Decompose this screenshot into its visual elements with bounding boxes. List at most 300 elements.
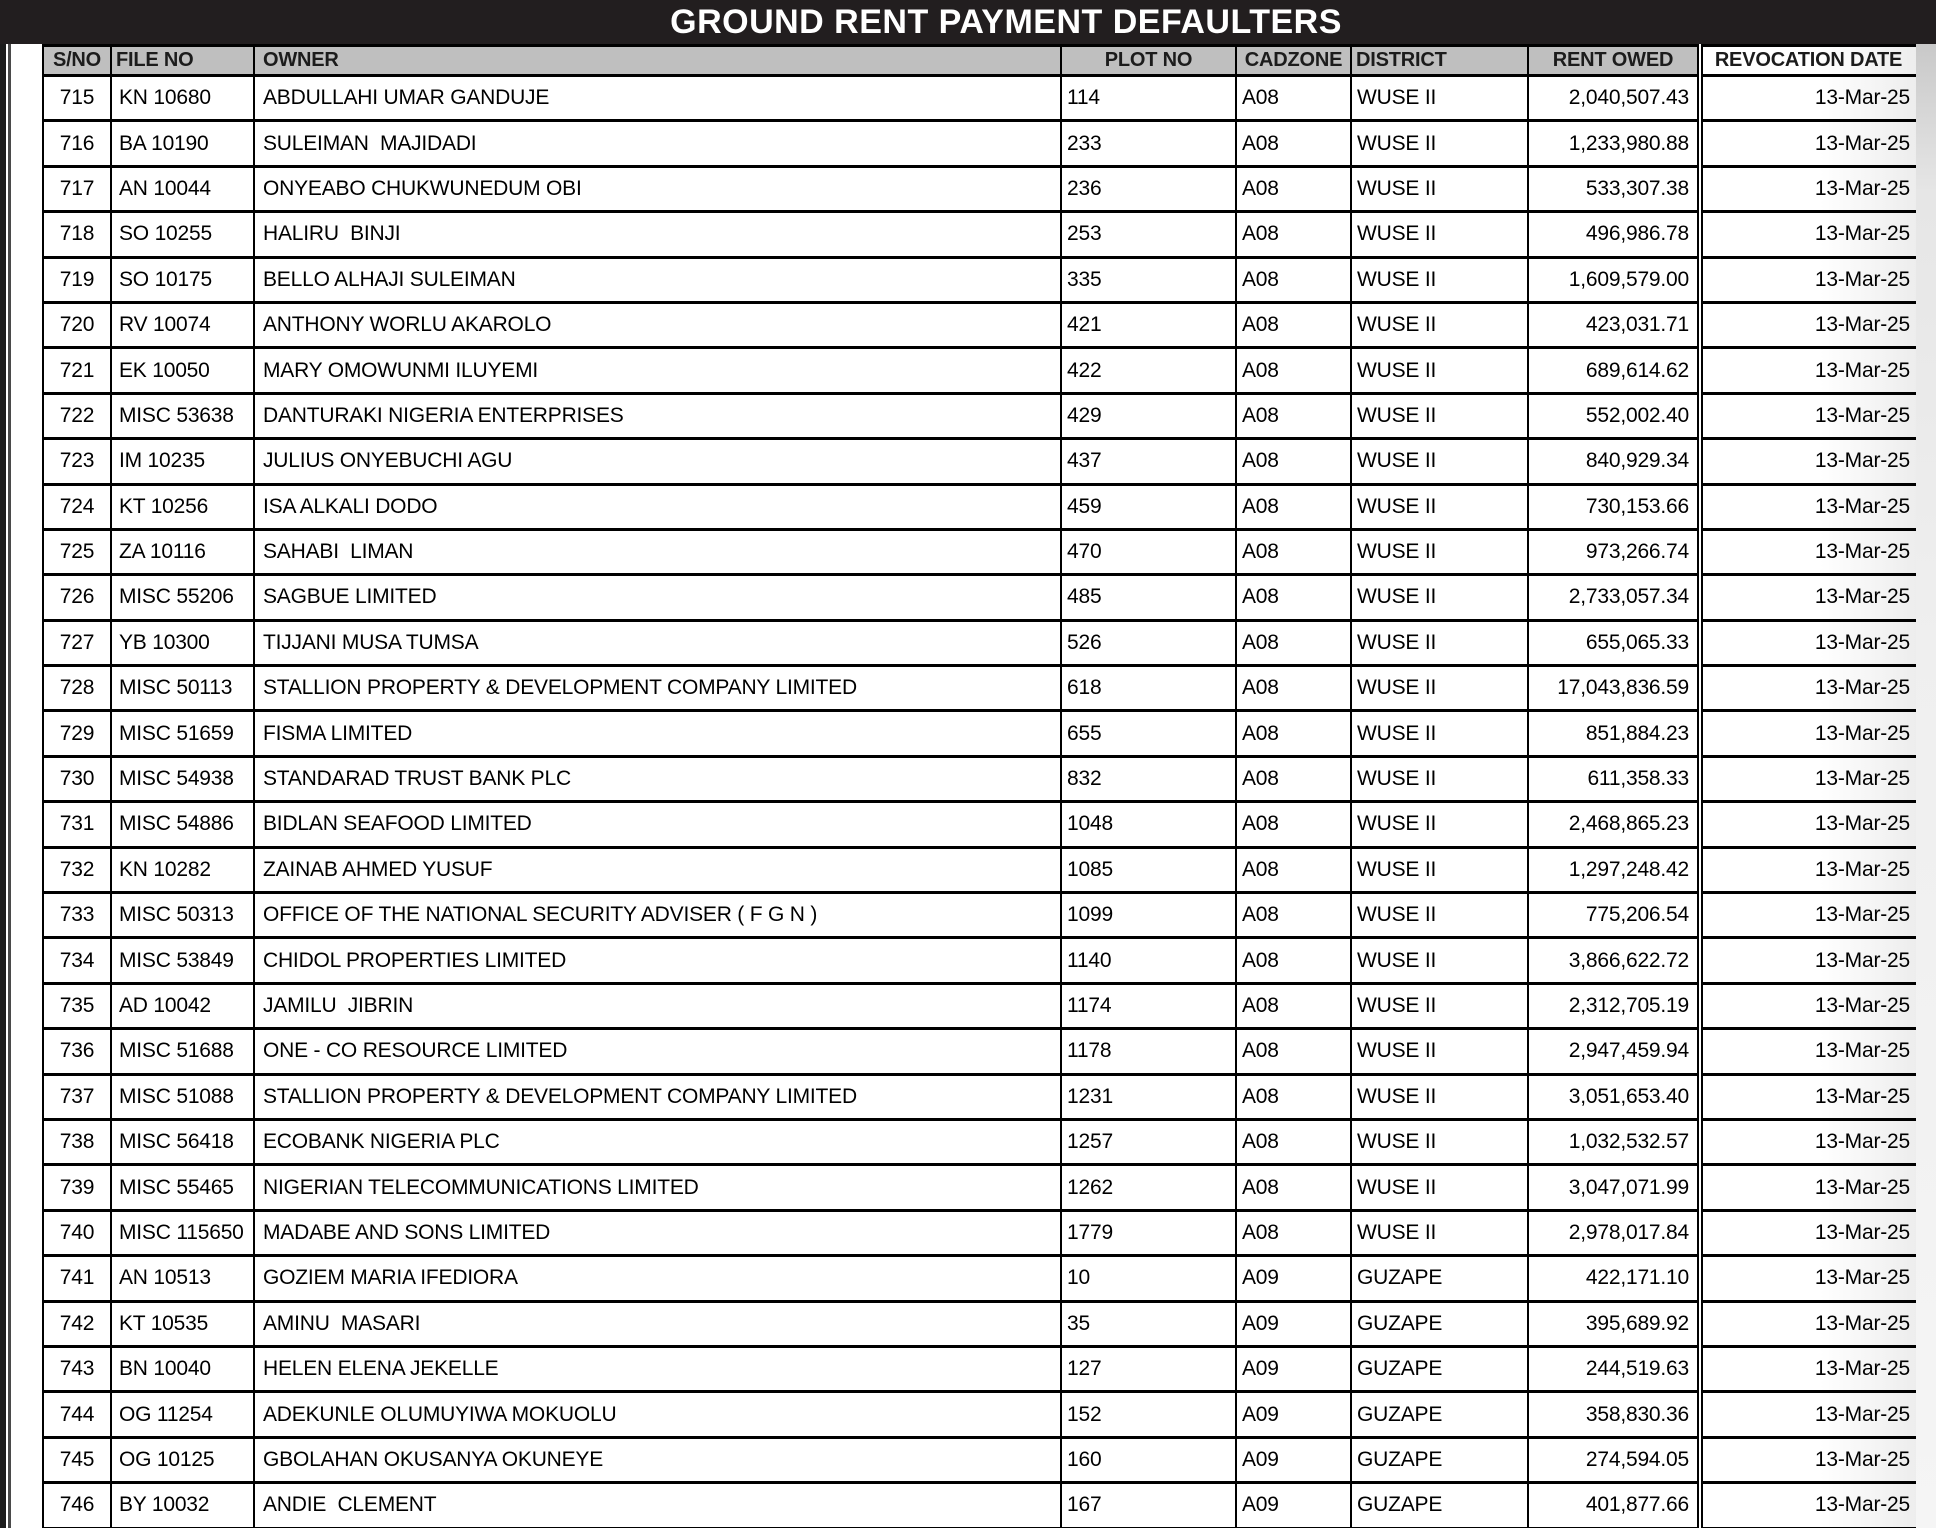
cell-district: GUZAPE — [1351, 1301, 1528, 1346]
cell-sno: 726 — [43, 575, 111, 620]
table-row — [43, 121, 1916, 166]
cell-file-no: MISC 50113 — [111, 666, 254, 711]
cell-cadzone: A08 — [1236, 620, 1351, 665]
cell-cadzone: A08 — [1236, 711, 1351, 756]
cell-cadzone: A08 — [1236, 1119, 1351, 1164]
cell-plot-no: 253 — [1061, 212, 1236, 257]
cell-revocation-date: 13-Mar-25 — [1700, 1346, 1916, 1391]
cell-cadzone: A08 — [1236, 1165, 1351, 1210]
cell-file-no: RV 10074 — [111, 302, 254, 347]
cell-file-no: MISC 55206 — [111, 575, 254, 620]
cell-file-no: MISC 54938 — [111, 756, 254, 801]
cell-district: WUSE II — [1351, 756, 1528, 801]
cell-owner: HALIRU BINJI — [254, 212, 1061, 257]
cell-plot-no: 236 — [1061, 166, 1236, 211]
cell-district: WUSE II — [1351, 1029, 1528, 1074]
cell-district: WUSE II — [1351, 302, 1528, 347]
cell-owner: CHIDOL PROPERTIES LIMITED — [254, 938, 1061, 983]
cell-file-no: KT 10256 — [111, 484, 254, 529]
cell-revocation-date: 13-Mar-25 — [1700, 302, 1916, 347]
cell-plot-no: 1085 — [1061, 847, 1236, 892]
table-row — [43, 1437, 1916, 1482]
cell-plot-no: 1178 — [1061, 1029, 1236, 1074]
table-row — [43, 302, 1916, 347]
cell-file-no: BY 10032 — [111, 1483, 254, 1528]
cell-rent-owed: 17,043,836.59 — [1528, 666, 1700, 711]
cell-file-no: MISC 55465 — [111, 1165, 254, 1210]
cell-sno: 719 — [43, 257, 111, 302]
cell-owner: ONYEABO CHUKWUNEDUM OBI — [254, 166, 1061, 211]
cell-file-no: MISC 50313 — [111, 893, 254, 938]
cell-plot-no: 1257 — [1061, 1119, 1236, 1164]
cell-revocation-date: 13-Mar-25 — [1700, 121, 1916, 166]
cell-plot-no: 429 — [1061, 393, 1236, 438]
cell-revocation-date: 13-Mar-25 — [1700, 166, 1916, 211]
cell-owner: ANTHONY WORLU AKAROLO — [254, 302, 1061, 347]
cell-owner: ZAINAB AHMED YUSUF — [254, 847, 1061, 892]
cell-cadzone: A08 — [1236, 484, 1351, 529]
cell-district: WUSE II — [1351, 212, 1528, 257]
cell-district: WUSE II — [1351, 1210, 1528, 1255]
cell-file-no: MISC 56418 — [111, 1119, 254, 1164]
defaulters-table — [42, 44, 1916, 1528]
cell-revocation-date: 13-Mar-25 — [1700, 575, 1916, 620]
cell-revocation-date: 13-Mar-25 — [1700, 529, 1916, 574]
cell-sno: 720 — [43, 302, 111, 347]
cell-sno: 729 — [43, 711, 111, 756]
cell-cadzone: A08 — [1236, 575, 1351, 620]
cell-rent-owed: 401,877.66 — [1528, 1483, 1700, 1528]
cell-owner: NIGERIAN TELECOMMUNICATIONS LIMITED — [254, 1165, 1061, 1210]
cell-owner: STANDARAD TRUST BANK PLC — [254, 756, 1061, 801]
cell-rent-owed: 2,947,459.94 — [1528, 1029, 1700, 1074]
cell-cadzone: A08 — [1236, 1029, 1351, 1074]
table-row — [43, 1165, 1916, 1210]
cell-district: WUSE II — [1351, 893, 1528, 938]
cell-revocation-date: 13-Mar-25 — [1700, 1483, 1916, 1528]
cell-owner: GOZIEM MARIA IFEDIORA — [254, 1256, 1061, 1301]
cell-owner: SAGBUE LIMITED — [254, 575, 1061, 620]
cell-district: WUSE II — [1351, 166, 1528, 211]
cell-plot-no: 114 — [1061, 76, 1236, 121]
cell-file-no: AN 10044 — [111, 166, 254, 211]
cell-file-no: MISC 54886 — [111, 802, 254, 847]
cell-rent-owed: 775,206.54 — [1528, 893, 1700, 938]
page-title: GROUND RENT PAYMENT DEFAULTERS — [670, 2, 1342, 41]
cell-revocation-date: 13-Mar-25 — [1700, 756, 1916, 801]
cell-sno: 734 — [43, 938, 111, 983]
cell-rent-owed: 611,358.33 — [1528, 756, 1700, 801]
cell-revocation-date: 13-Mar-25 — [1700, 1165, 1916, 1210]
cell-owner: HELEN ELENA JEKELLE — [254, 1346, 1061, 1391]
cell-rent-owed: 244,519.63 — [1528, 1346, 1700, 1391]
table-row — [43, 257, 1916, 302]
cell-sno: 742 — [43, 1301, 111, 1346]
cell-district: WUSE II — [1351, 575, 1528, 620]
cell-plot-no: 421 — [1061, 302, 1236, 347]
cell-sno: 743 — [43, 1346, 111, 1391]
cell-sno: 721 — [43, 348, 111, 393]
cell-plot-no: 655 — [1061, 711, 1236, 756]
table-row — [43, 529, 1916, 574]
cell-sno: 737 — [43, 1074, 111, 1119]
cell-rent-owed: 533,307.38 — [1528, 166, 1700, 211]
cell-plot-no: 35 — [1061, 1301, 1236, 1346]
cell-plot-no: 152 — [1061, 1392, 1236, 1437]
cell-sno: 722 — [43, 393, 111, 438]
cell-owner: ECOBANK NIGERIA PLC — [254, 1119, 1061, 1164]
cell-file-no: IM 10235 — [111, 439, 254, 484]
table-row — [43, 575, 1916, 620]
cell-owner: MADABE AND SONS LIMITED — [254, 1210, 1061, 1255]
cell-rent-owed: 1,609,579.00 — [1528, 257, 1700, 302]
cell-file-no: EK 10050 — [111, 348, 254, 393]
cell-sno: 746 — [43, 1483, 111, 1528]
cell-plot-no: 618 — [1061, 666, 1236, 711]
cell-rent-owed: 552,002.40 — [1528, 393, 1700, 438]
cell-cadzone: A08 — [1236, 938, 1351, 983]
cell-plot-no: 1231 — [1061, 1074, 1236, 1119]
table-row — [43, 983, 1916, 1028]
cell-rent-owed: 1,297,248.42 — [1528, 847, 1700, 892]
cell-revocation-date: 13-Mar-25 — [1700, 1437, 1916, 1482]
cell-owner: JULIUS ONYEBUCHI AGU — [254, 439, 1061, 484]
cell-revocation-date: 13-Mar-25 — [1700, 348, 1916, 393]
table-row — [43, 439, 1916, 484]
document-title-bar — [0, 0, 1936, 44]
cell-cadzone: A08 — [1236, 756, 1351, 801]
cell-rent-owed: 423,031.71 — [1528, 302, 1700, 347]
cell-file-no: SO 10255 — [111, 212, 254, 257]
cell-plot-no: 1099 — [1061, 893, 1236, 938]
cell-owner: OFFICE OF THE NATIONAL SECURITY ADVISER ( F G N ) — [254, 893, 1061, 938]
cell-district: WUSE II — [1351, 847, 1528, 892]
table-row — [43, 666, 1916, 711]
cell-cadzone: A09 — [1236, 1392, 1351, 1437]
cell-cadzone: A09 — [1236, 1346, 1351, 1391]
cell-owner: FISMA LIMITED — [254, 711, 1061, 756]
column-header-cadzone: CADZONE — [1236, 46, 1351, 76]
table-row — [43, 620, 1916, 665]
cell-rent-owed: 2,040,507.43 — [1528, 76, 1700, 121]
cell-district: WUSE II — [1351, 983, 1528, 1028]
table-row — [43, 76, 1916, 121]
table-row — [43, 484, 1916, 529]
cell-revocation-date: 13-Mar-25 — [1700, 1301, 1916, 1346]
table-row — [43, 1483, 1916, 1528]
cell-rent-owed: 655,065.33 — [1528, 620, 1700, 665]
table-header-row — [43, 46, 1916, 76]
cell-revocation-date: 13-Mar-25 — [1700, 620, 1916, 665]
cell-plot-no: 437 — [1061, 439, 1236, 484]
table-row — [43, 212, 1916, 257]
cell-file-no: KT 10535 — [111, 1301, 254, 1346]
cell-owner: JAMILU JIBRIN — [254, 983, 1061, 1028]
cell-revocation-date: 13-Mar-25 — [1700, 439, 1916, 484]
cell-revocation-date: 13-Mar-25 — [1700, 1074, 1916, 1119]
cell-plot-no: 127 — [1061, 1346, 1236, 1391]
cell-owner: ABDULLAHI UMAR GANDUJE — [254, 76, 1061, 121]
defaulters-table-wrap — [42, 44, 1916, 1528]
cell-district: GUZAPE — [1351, 1437, 1528, 1482]
cell-owner: AMINU MASARI — [254, 1301, 1061, 1346]
table-row — [43, 1119, 1916, 1164]
cell-district: WUSE II — [1351, 393, 1528, 438]
cell-cadzone: A08 — [1236, 121, 1351, 166]
column-header-district: DISTRICT — [1351, 46, 1528, 76]
cell-cadzone: A08 — [1236, 847, 1351, 892]
cell-district: GUZAPE — [1351, 1483, 1528, 1528]
table-row — [43, 1346, 1916, 1391]
cell-file-no: MISC 53849 — [111, 938, 254, 983]
cell-rent-owed: 2,978,017.84 — [1528, 1210, 1700, 1255]
cell-revocation-date: 13-Mar-25 — [1700, 802, 1916, 847]
cell-owner: DANTURAKI NIGERIA ENTERPRISES — [254, 393, 1061, 438]
cell-revocation-date: 13-Mar-25 — [1700, 711, 1916, 756]
cell-file-no: MISC 51659 — [111, 711, 254, 756]
cell-rent-owed: 840,929.34 — [1528, 439, 1700, 484]
cell-revocation-date: 13-Mar-25 — [1700, 1210, 1916, 1255]
cell-rent-owed: 3,047,071.99 — [1528, 1165, 1700, 1210]
cell-rent-owed: 2,733,057.34 — [1528, 575, 1700, 620]
cell-rent-owed: 358,830.36 — [1528, 1392, 1700, 1437]
cell-district: WUSE II — [1351, 666, 1528, 711]
cell-plot-no: 470 — [1061, 529, 1236, 574]
cell-sno: 735 — [43, 983, 111, 1028]
cell-file-no: KN 10282 — [111, 847, 254, 892]
cell-sno: 739 — [43, 1165, 111, 1210]
cell-rent-owed: 973,266.74 — [1528, 529, 1700, 574]
cell-sno: 724 — [43, 484, 111, 529]
cell-file-no: AD 10042 — [111, 983, 254, 1028]
cell-rent-owed: 274,594.05 — [1528, 1437, 1700, 1482]
cell-rent-owed: 689,614.62 — [1528, 348, 1700, 393]
cell-file-no: ZA 10116 — [111, 529, 254, 574]
cell-owner: SULEIMAN MAJIDADI — [254, 121, 1061, 166]
cell-revocation-date: 13-Mar-25 — [1700, 257, 1916, 302]
cell-district: WUSE II — [1351, 620, 1528, 665]
cell-district: WUSE II — [1351, 938, 1528, 983]
cell-plot-no: 459 — [1061, 484, 1236, 529]
cell-plot-no: 160 — [1061, 1437, 1236, 1482]
cell-owner: MARY OMOWUNMI ILUYEMI — [254, 348, 1061, 393]
cell-revocation-date: 13-Mar-25 — [1700, 938, 1916, 983]
cell-revocation-date: 13-Mar-25 — [1700, 666, 1916, 711]
cell-district: WUSE II — [1351, 348, 1528, 393]
cell-revocation-date: 13-Mar-25 — [1700, 1029, 1916, 1074]
cell-owner: GBOLAHAN OKUSANYA OKUNEYE — [254, 1437, 1061, 1482]
cell-plot-no: 1048 — [1061, 802, 1236, 847]
cell-cadzone: A08 — [1236, 302, 1351, 347]
cell-owner: STALLION PROPERTY & DEVELOPMENT COMPANY LIMITED — [254, 666, 1061, 711]
cell-rent-owed: 422,171.10 — [1528, 1256, 1700, 1301]
cell-plot-no: 167 — [1061, 1483, 1236, 1528]
cell-file-no: MISC 51088 — [111, 1074, 254, 1119]
cell-file-no: MISC 51688 — [111, 1029, 254, 1074]
cell-revocation-date: 13-Mar-25 — [1700, 983, 1916, 1028]
cell-cadzone: A09 — [1236, 1483, 1351, 1528]
cell-file-no: YB 10300 — [111, 620, 254, 665]
cell-plot-no: 422 — [1061, 348, 1236, 393]
cell-file-no: MISC 115650 — [111, 1210, 254, 1255]
cell-file-no: OG 11254 — [111, 1392, 254, 1437]
table-row — [43, 938, 1916, 983]
table-row — [43, 1210, 1916, 1255]
cell-cadzone: A09 — [1236, 1437, 1351, 1482]
cell-revocation-date: 13-Mar-25 — [1700, 1119, 1916, 1164]
column-header-file-no: FILE NO — [111, 46, 254, 76]
cell-plot-no: 1174 — [1061, 983, 1236, 1028]
cell-rent-owed: 3,051,653.40 — [1528, 1074, 1700, 1119]
cell-sno: 732 — [43, 847, 111, 892]
cell-district: WUSE II — [1351, 711, 1528, 756]
cell-rent-owed: 851,884.23 — [1528, 711, 1700, 756]
cell-district: GUZAPE — [1351, 1392, 1528, 1437]
cell-revocation-date: 13-Mar-25 — [1700, 847, 1916, 892]
cell-revocation-date: 13-Mar-25 — [1700, 1392, 1916, 1437]
cell-file-no: MISC 53638 — [111, 393, 254, 438]
cell-file-no: OG 10125 — [111, 1437, 254, 1482]
cell-owner: BIDLAN SEAFOOD LIMITED — [254, 802, 1061, 847]
scan-edge-left-line — [8, 44, 11, 1528]
table-row — [43, 1256, 1916, 1301]
cell-sno: 736 — [43, 1029, 111, 1074]
cell-district: WUSE II — [1351, 1119, 1528, 1164]
cell-sno: 727 — [43, 620, 111, 665]
cell-cadzone: A09 — [1236, 1256, 1351, 1301]
table-row — [43, 166, 1916, 211]
cell-revocation-date: 13-Mar-25 — [1700, 76, 1916, 121]
cell-file-no: KN 10680 — [111, 76, 254, 121]
table-row — [43, 756, 1916, 801]
cell-plot-no: 1262 — [1061, 1165, 1236, 1210]
cell-cadzone: A08 — [1236, 166, 1351, 211]
cell-cadzone: A08 — [1236, 983, 1351, 1028]
table-row — [43, 1074, 1916, 1119]
cell-district: WUSE II — [1351, 802, 1528, 847]
cell-sno: 744 — [43, 1392, 111, 1437]
cell-sno: 728 — [43, 666, 111, 711]
cell-sno: 717 — [43, 166, 111, 211]
cell-plot-no: 1779 — [1061, 1210, 1236, 1255]
table-row — [43, 1029, 1916, 1074]
cell-owner: SAHABI LIMAN — [254, 529, 1061, 574]
cell-owner: STALLION PROPERTY & DEVELOPMENT COMPANY LIMITED — [254, 1074, 1061, 1119]
cell-plot-no: 335 — [1061, 257, 1236, 302]
cell-cadzone: A08 — [1236, 1074, 1351, 1119]
cell-plot-no: 10 — [1061, 1256, 1236, 1301]
cell-cadzone: A09 — [1236, 1301, 1351, 1346]
cell-district: WUSE II — [1351, 76, 1528, 121]
cell-district: WUSE II — [1351, 529, 1528, 574]
cell-sno: 718 — [43, 212, 111, 257]
cell-revocation-date: 13-Mar-25 — [1700, 212, 1916, 257]
cell-sno: 723 — [43, 439, 111, 484]
cell-cadzone: A08 — [1236, 348, 1351, 393]
cell-cadzone: A08 — [1236, 666, 1351, 711]
cell-owner: TIJJANI MUSA TUMSA — [254, 620, 1061, 665]
cell-plot-no: 526 — [1061, 620, 1236, 665]
cell-district: WUSE II — [1351, 439, 1528, 484]
cell-cadzone: A08 — [1236, 212, 1351, 257]
cell-rent-owed: 2,468,865.23 — [1528, 802, 1700, 847]
cell-revocation-date: 13-Mar-25 — [1700, 484, 1916, 529]
cell-file-no: AN 10513 — [111, 1256, 254, 1301]
table-row — [43, 711, 1916, 756]
column-header-owner: OWNER — [254, 46, 1061, 76]
cell-sno: 741 — [43, 1256, 111, 1301]
cell-revocation-date: 13-Mar-25 — [1700, 1256, 1916, 1301]
cell-rent-owed: 395,689.92 — [1528, 1301, 1700, 1346]
column-header-rent-owed: RENT OWED — [1528, 46, 1700, 76]
table-row — [43, 847, 1916, 892]
cell-district: GUZAPE — [1351, 1256, 1528, 1301]
cell-district: GUZAPE — [1351, 1346, 1528, 1391]
cell-sno: 731 — [43, 802, 111, 847]
cell-rent-owed: 496,986.78 — [1528, 212, 1700, 257]
cell-cadzone: A08 — [1236, 529, 1351, 574]
cell-sno: 733 — [43, 893, 111, 938]
cell-file-no: BN 10040 — [111, 1346, 254, 1391]
table-row — [43, 802, 1916, 847]
cell-district: WUSE II — [1351, 484, 1528, 529]
scan-edge-right-strip — [1916, 44, 1936, 1528]
cell-plot-no: 485 — [1061, 575, 1236, 620]
cell-district: WUSE II — [1351, 1074, 1528, 1119]
cell-cadzone: A08 — [1236, 393, 1351, 438]
cell-revocation-date: 13-Mar-25 — [1700, 893, 1916, 938]
table-row — [43, 393, 1916, 438]
cell-sno: 716 — [43, 121, 111, 166]
cell-owner: ANDIE CLEMENT — [254, 1483, 1061, 1528]
cell-district: WUSE II — [1351, 1165, 1528, 1210]
cell-rent-owed: 1,032,532.57 — [1528, 1119, 1700, 1164]
cell-plot-no: 832 — [1061, 756, 1236, 801]
table-row — [43, 348, 1916, 393]
cell-sno: 725 — [43, 529, 111, 574]
cell-revocation-date: 13-Mar-25 — [1700, 393, 1916, 438]
scan-edge-left-strip — [0, 44, 6, 1528]
cell-district: WUSE II — [1351, 257, 1528, 302]
cell-file-no: SO 10175 — [111, 257, 254, 302]
column-header-sno: S/NO — [43, 46, 111, 76]
cell-rent-owed: 730,153.66 — [1528, 484, 1700, 529]
cell-cadzone: A08 — [1236, 1210, 1351, 1255]
column-header-plot-no: PLOT NO — [1061, 46, 1236, 76]
cell-cadzone: A08 — [1236, 893, 1351, 938]
cell-rent-owed: 1,233,980.88 — [1528, 121, 1700, 166]
cell-district: WUSE II — [1351, 121, 1528, 166]
column-header-revocation-date: REVOCATION DATE — [1700, 46, 1916, 76]
cell-owner: ADEKUNLE OLUMUYIWA MOKUOLU — [254, 1392, 1061, 1437]
cell-sno: 715 — [43, 76, 111, 121]
table-row — [43, 1392, 1916, 1437]
cell-cadzone: A08 — [1236, 257, 1351, 302]
cell-file-no: BA 10190 — [111, 121, 254, 166]
cell-owner: BELLO ALHAJI SULEIMAN — [254, 257, 1061, 302]
cell-rent-owed: 2,312,705.19 — [1528, 983, 1700, 1028]
cell-sno: 745 — [43, 1437, 111, 1482]
cell-owner: ISA ALKALI DODO — [254, 484, 1061, 529]
cell-owner: ONE - CO RESOURCE LIMITED — [254, 1029, 1061, 1074]
cell-rent-owed: 3,866,622.72 — [1528, 938, 1700, 983]
cell-cadzone: A08 — [1236, 76, 1351, 121]
cell-plot-no: 1140 — [1061, 938, 1236, 983]
cell-sno: 738 — [43, 1119, 111, 1164]
cell-sno: 740 — [43, 1210, 111, 1255]
cell-plot-no: 233 — [1061, 121, 1236, 166]
cell-cadzone: A08 — [1236, 802, 1351, 847]
